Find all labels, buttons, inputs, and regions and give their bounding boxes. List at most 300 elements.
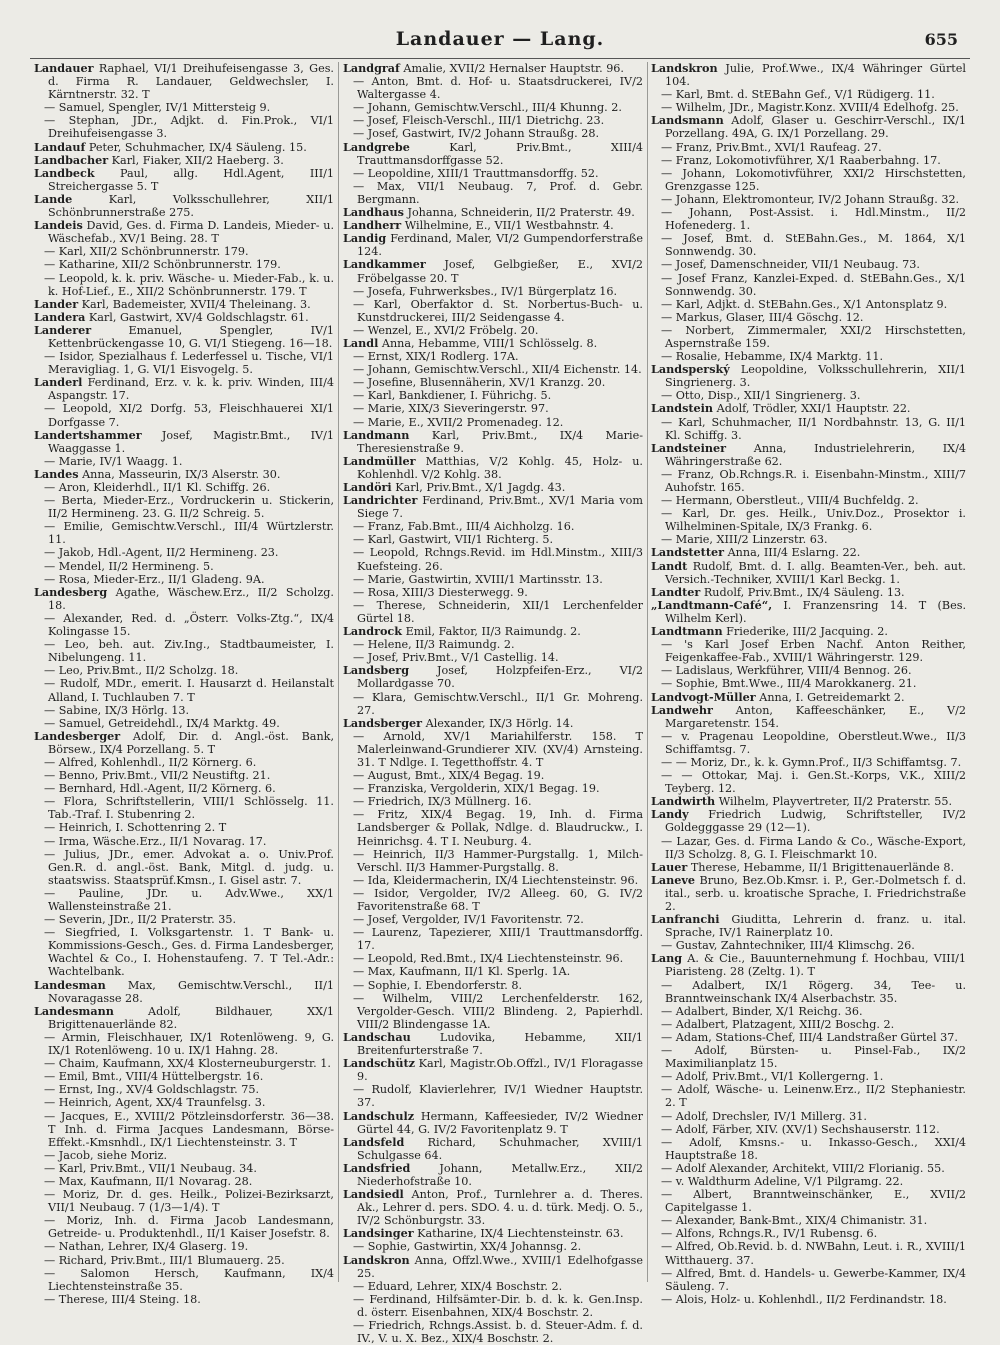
- entry-text: — Johann, Gemischtw.Verschl., XII/4 Eichenstr. 14.: [353, 363, 642, 377]
- directory-entry: [343, 1254, 643, 1280]
- entry-text: — Marie, E., XVII/2 Promenadeg. 12.: [353, 415, 564, 429]
- entry-text: — Jacob, siehe Moriz.: [44, 1148, 168, 1162]
- directory-entry: [34, 664, 334, 677]
- entry-text: — Alfred, Bmt. d. Handels- u. Gewerbe-Kammer, IX/4 Säuleng. 7.: [661, 1266, 966, 1293]
- entry-text: — Max, Kaufmann, II/1 Kl. Sperlg. 1A.: [353, 965, 571, 979]
- entry-text: — Josef, Gastwirt, IV/2 Johann Straußg. 28.: [353, 127, 600, 141]
- entry-surname: Landrichter: [343, 493, 418, 508]
- directory-entry: [651, 1136, 966, 1162]
- directory-entry: [651, 913, 966, 939]
- entry-surname: Lang: [651, 951, 683, 966]
- entry-text: — Leopold, XI/2 Dorfg. 53, Fleischhauerei XI/1 Dorfgasse 7.: [44, 402, 334, 429]
- entry-text: — Alois, Holz- u. Kohlenhdl., II/2 Ferdinandstr. 18.: [661, 1292, 947, 1306]
- directory-entry: [34, 979, 334, 1005]
- directory-entry: [34, 586, 334, 612]
- entry-text: Rudolf, Bmt. d. I. allg. Beamten-Ver., beh. aut. Versich.-Techniker, XVIII/1 Karl Beckg. 1.: [665, 559, 966, 586]
- directory-entry: [343, 324, 643, 337]
- entry-text: Adolf, Trödler, XXI/1 Hauptstr. 22.: [716, 402, 911, 416]
- entry-text: — Albert, Branntweinschänker, E., XVII/2 Capitelgasse 1.: [661, 1188, 966, 1215]
- directory-entry: [651, 507, 966, 533]
- entry-surname: Landstein: [651, 401, 714, 416]
- directory-entry: [34, 258, 334, 271]
- entry-text: — Wilhelm, JDr., Magistr.Konz. XVIII/4 Edelhofg. 25.: [661, 101, 959, 115]
- entry-text: — Sophie, Gastwirtin, XX/4 Johannsg. 2.: [353, 1240, 582, 1254]
- directory-entry: [343, 691, 643, 717]
- entry-surname: Laneve: [651, 872, 695, 887]
- entry-text: — Adam, Stations-Chef, III/4 Landstraßer Gürtel 37.: [661, 1030, 958, 1044]
- directory-entry: [651, 861, 966, 874]
- directory-entry: [651, 1240, 966, 1266]
- directory-entry: [651, 272, 966, 298]
- entry-text: Ferdinand, Priv.Bmt., XV/1 Maria vom Siege 7.: [357, 494, 644, 521]
- entry-surname: Landsberger: [343, 715, 423, 730]
- directory-entry: [343, 1319, 643, 1345]
- entry-text: — Heinrich, I. Schottenring 2. T: [44, 821, 227, 835]
- directory-entry: [651, 939, 966, 952]
- directory-entry: [343, 1031, 643, 1057]
- entry-text: — Max, Kaufmann, II/1 Novarag. 28.: [44, 1174, 253, 1188]
- entry-text: Friederike, III/2 Jacquing. 2.: [726, 625, 888, 639]
- directory-entry: [651, 1123, 966, 1136]
- directory-entry: [34, 62, 334, 101]
- entry-surname: Landmüller: [343, 453, 416, 468]
- entry-text: Karl, Bademeister, XVII/4 Theleinang. 3.: [81, 297, 311, 311]
- entry-text: — Leopoldine, XIII/1 Trauttmansdorffg. 52.: [353, 166, 599, 180]
- entry-text: — Franz, Ob.Rchngs.R. i. Eisenbahn-Minstm., XIII/7 Auhofstr. 165.: [661, 467, 966, 494]
- directory-entry: [343, 101, 643, 114]
- directory-entry: [651, 468, 966, 494]
- directory-entry: [34, 1188, 334, 1214]
- entry-text: — Rudolf, MDr., emerit. I. Hausarzt d. Heilanstalt Alland, I. Tuchlauben 7. T: [44, 677, 334, 704]
- entry-text: Anna, Masseurin, IX/3 Alserstr. 30.: [82, 467, 281, 481]
- directory-entry: [651, 193, 966, 206]
- entry-text: — Karl, XII/2 Schönbrunnerstr. 179.: [44, 245, 249, 259]
- entry-text: — Josef, Priv.Bmt., V/1 Castellig. 14.: [353, 651, 559, 665]
- entry-surname: Landwehr: [651, 702, 713, 717]
- entry-text: A. & Cie., Bauunternehmung f. Hochbau, VIII/1 Piaristeng. 28 (Zeltg. 1). T: [665, 952, 966, 979]
- directory-entry: [651, 232, 966, 258]
- entry-surname: Landsteiner: [651, 440, 727, 455]
- entry-text: Josef, Gelbgießer, E., XVI/2 Fröbelgasse 20. T: [357, 258, 643, 285]
- entry-text: — Sabine, IX/3 Hörlg. 13.: [44, 703, 190, 717]
- entry-text: Amalie, XVII/2 Hernalser Hauptstr. 96.: [403, 62, 624, 75]
- directory-entry: [34, 1162, 334, 1175]
- directory-entry: [651, 638, 966, 664]
- entry-text: Ludovika, Hebamme, XII/1 Breitenfurterstraße 7.: [357, 1030, 643, 1058]
- directory-entry: [343, 965, 643, 978]
- entry-text: — — Ottokar, Maj. i. Gen.St.-Korps, V.K., XIII/2 Teyberg. 12.: [661, 769, 966, 796]
- directory-entry: [343, 1136, 643, 1162]
- entry-surname: Landerer: [34, 322, 92, 337]
- entry-text: — Alfred, Kohlenhdl., II/2 Körnerg. 6.: [44, 755, 257, 769]
- directory-entry: [343, 625, 643, 638]
- entry-text: — Adalbert, Platzagent, XIII/2 Boschg. 2.: [661, 1017, 895, 1031]
- entry-text: Giuditta, Lehrerin d. franz. u. ital. Sprache, IV/1 Rainerplatz 10.: [665, 913, 966, 940]
- entry-text: — Wenzel, E., XVI/2 Fröbelg. 20.: [353, 323, 539, 337]
- entry-surname: Landsfried: [343, 1160, 411, 1175]
- directory-entry: [651, 808, 966, 834]
- entry-text: — Leo, Priv.Bmt., II/2 Scholzg. 18.: [44, 664, 239, 678]
- entry-text: — Ernst, XIX/1 Rodlerg. 17A.: [353, 350, 519, 364]
- directory-entry: [651, 730, 966, 756]
- entry-text: — v. Waldthurm Adeline, V/1 Pilgramg. 22.: [661, 1174, 904, 1188]
- directory-entry: [651, 363, 966, 389]
- directory-entry: [343, 376, 643, 389]
- directory-entry: [651, 874, 966, 913]
- entry-text: — Franz, Priv.Bmt., XVI/1 Raufeag. 27.: [661, 140, 882, 154]
- entry-surname: Landschau: [343, 1029, 411, 1044]
- entry-text: Anton, Prof., Turnlehrer a. d. Theres. Ak., Lehrer d. pers. SDO. 4. u. d. türk. Medj. O. 5., IV/2 Schönburgstr. 33.: [357, 1188, 643, 1228]
- entry-text: Ferdinand, Erz. v. k. k. priv. Winden, III/4 Aspangstr. 17.: [48, 376, 334, 403]
- directory-entry: [651, 599, 966, 625]
- entry-text: — Karl, Oberfaktor d. St. Norbertus-Buch- u. Kunstdruckerei, III/2 Seidengasse 4.: [353, 297, 643, 324]
- entry-text: — Josef, Vergolder, IV/1 Favoritenstr. 72.: [353, 913, 584, 927]
- directory-entry: [34, 167, 334, 193]
- entry-text: — Ernst, Ing., XV/4 Goldschlagstr. 75.: [44, 1083, 260, 1097]
- entry-text: — Flora, Schriftstellerin, VIII/1 Schlösselg. 11. Tab.-Traf. I. Stubenring 2.: [44, 795, 334, 822]
- entry-text: — Hermann, Oberstleut., VIII/4 Buchfeldg. 2.: [661, 494, 919, 508]
- directory-entry: [343, 219, 643, 232]
- entry-text: Anna, Industrielehrerin, IX/4 Währingerstraße 62.: [665, 441, 966, 468]
- entry-surname: Landl: [343, 335, 379, 350]
- directory-entry: [651, 324, 966, 350]
- entry-text: — Karl, Gastwirt, VII/1 Richterg. 5.: [353, 533, 554, 547]
- entry-surname: Landeis: [34, 218, 83, 233]
- directory-entry: [651, 141, 966, 154]
- entry-surname: Landskron: [343, 1252, 410, 1267]
- entry-text: — Josef Franz, Kanzlei-Exped. d. StEBahn.Ges., X/1 Sonnwendg. 30.: [661, 271, 966, 298]
- entry-text: Anna, III/4 Eslarng. 22.: [727, 546, 861, 560]
- entry-text: Wilhelmine, E., VII/1 Westbahnstr. 4.: [404, 219, 614, 233]
- entry-text: Raphael, VI/1 Dreihufeisengasse 3, Ges. d. Firma R. Landauer, Geldwechsler, I. Kärntnerstr. 32. T: [48, 62, 334, 102]
- directory-entry: [34, 795, 334, 821]
- entry-text: — Julius, JDr., emer. Advokat a. o. Univ.Prof. Gen.R. d. angl.-öst. Bank, Mitgl. d. judg. u. staatswiss. Staatsprüf.Kmsn., I. Gisel astr. 7.: [44, 847, 334, 887]
- entry-text: Johann, Metallw.Erz., XII/2 Niederhofstraße 10.: [357, 1161, 643, 1188]
- page-header: [0, 28, 1000, 56]
- directory-entry: [343, 62, 643, 75]
- directory-entry: [343, 350, 643, 363]
- entry-text: — Mendel, II/2 Hermineng. 5.: [44, 559, 214, 573]
- directory-entry: [343, 337, 643, 350]
- directory-entry: [343, 848, 643, 874]
- entry-text: — Adolf, Drechsler, IV/1 Millerg. 31.: [661, 1109, 867, 1123]
- entry-text: — Marie, XIX/3 Sieveringerstr. 97.: [353, 402, 549, 416]
- entry-text: I. Franzensring 14. T (Bes. Wilhelm Kerl).: [665, 598, 967, 625]
- entry-text: Ferdinand, Maler, VI/2 Gumpendorferstraße 124.: [357, 232, 643, 259]
- directory-entry: [651, 1175, 966, 1188]
- entry-text: — Sophie, I. Ebendorferstr. 8.: [353, 978, 523, 992]
- entry-surname: Landerl: [34, 375, 83, 390]
- directory-entry: [343, 1188, 643, 1227]
- entry-surname: Lanfranchi: [651, 912, 720, 927]
- entry-text: — Alexander, Red. d. „Österr. Volks-Ztg.“, IX/4 Kolingasse 15.: [44, 611, 334, 639]
- entry-text: — Markus, Glaser, III/4 Göschg. 12.: [661, 310, 864, 324]
- column-divider: [338, 62, 339, 1282]
- entry-text: — Katharine, XII/2 Schönbrunnerstr. 179.: [44, 258, 281, 272]
- entry-text: — Pauline, JDr. u. Adv.Wwe., XX/1 Wallensteinstraße 21.: [44, 886, 334, 913]
- entry-surname: Lande: [34, 191, 73, 206]
- entry-text: — Alexander, Bank-Bmt., XIX/4 Chimanistr. 31.: [661, 1214, 928, 1228]
- entry-text: — Rosa, XIII/3 Diesterwegg. 9.: [353, 585, 528, 599]
- entry-text: — Heinrich, Agent, XX/4 Traunfelsg. 3.: [44, 1096, 266, 1110]
- entry-text: — Josefine, Blusennäherin, XV/1 Kranzg. 20.: [353, 376, 606, 390]
- directory-entry: [343, 769, 643, 782]
- directory-entry: [343, 1162, 643, 1188]
- entry-text: — Bernhard, Hdl.-Agent, II/2 Körnerg. 6.: [44, 782, 276, 796]
- entry-text: — Siegfried, I. Volksgartenstr. 1. T Bank- u. Kommissions-Gesch., Ges. d. Firma Landesberger, Wachtel & Co., I. Hohenstaufeng. 7. T Tel.-Adr.: Wachtelbank.: [44, 926, 334, 979]
- directory-entry: [34, 821, 334, 834]
- entry-text: Anna, Hebamme, VIII/1 Schlösselg. 8.: [381, 336, 598, 350]
- directory-entry: [34, 782, 334, 795]
- directory-entry: [651, 769, 966, 795]
- directory-entry: [651, 704, 966, 730]
- entry-text: — Adolf, Wäsche- u. Leinenw.Erz., II/2 Stephaniestr. 2. T: [661, 1083, 966, 1110]
- directory-entry: [343, 926, 643, 952]
- directory-entry: [343, 586, 643, 599]
- directory-entry: [651, 1188, 966, 1214]
- directory-entry: [34, 848, 334, 887]
- directory-entry: [34, 756, 334, 769]
- directory-entry: [343, 167, 643, 180]
- directory-entry: [651, 1044, 966, 1070]
- entry-text: — Nathan, Lehrer, IX/4 Glaserg. 19.: [44, 1240, 249, 1254]
- directory-entry: [34, 1293, 334, 1306]
- directory-entry: [343, 992, 643, 1031]
- directory-entry: [651, 1070, 966, 1083]
- entry-text: — Marie, Gastwirtin, XVIII/1 Martinsstr. 13.: [353, 572, 603, 586]
- directory-entry: [343, 913, 643, 926]
- entry-text: — Leopold, k. k. priv. Wäsche- u. Mieder-Fab., k. u. k. Hof-Lief., E., XII/2 Schönbrunnerstr. 179. T: [44, 271, 334, 298]
- entry-surname: Lauer: [651, 859, 688, 874]
- entry-text: Agathe, Wäschew.Erz., II/2 Scholzg. 18.: [48, 585, 334, 612]
- directory-entry: [34, 272, 334, 298]
- directory-entry: [651, 664, 966, 677]
- entry-text: — Rudolf, Klavierlehrer, IV/1 Wiedner Hauptstr. 37.: [353, 1083, 643, 1110]
- directory-entry: [34, 913, 334, 926]
- directory-entry: [34, 455, 334, 468]
- directory-entry: [651, 835, 966, 861]
- entry-text: Max, Gemischtw.Verschl., II/1 Novaragasse 28.: [48, 978, 334, 1005]
- entry-surname: Landsmann: [651, 113, 724, 128]
- entry-text: — Rosa, Mieder-Erz., II/1 Gladeng. 9A.: [44, 572, 265, 586]
- entry-text: — Adolf, Färber, XIV. (XV/1) Sechshauserstr. 112.: [661, 1122, 940, 1136]
- entry-surname: Landtmann: [651, 624, 723, 639]
- directory-entry: [343, 232, 643, 258]
- entry-text: — Armin, Fleischhauer, IX/1 Rotenlöweng. 9, G. IX/1 Rotenlöweng. 10 u. IX/1 Hahng. 28.: [44, 1030, 334, 1058]
- entry-text: — Salomon Hersch, Kaufmann, IX/4 Liechtensteinstraße 35.: [44, 1266, 334, 1293]
- entry-text: — Norbert, Zimmermaler, XXI/2 Hirschstetten, Aspernstraße 159.: [661, 323, 966, 350]
- entry-text: — Johann, Lokomotivführer, XXI/2 Hirschstetten, Grenzgasse 125.: [661, 166, 966, 193]
- directory-entry: [343, 808, 643, 847]
- entry-surname: Landvogt-Müller: [651, 689, 756, 704]
- column-2: [343, 62, 643, 1345]
- entry-text: — Wilhelm, VIII/2 Lerchenfelderstr. 162, Vergolder-Gesch. VIII/2 Blindeng. 2, Papierhdl. VIII/2 Blindengasse 1A.: [353, 991, 643, 1031]
- directory-entry: [343, 520, 643, 533]
- directory-entry: [651, 1005, 966, 1018]
- entry-surname: Landertshammer: [34, 427, 142, 442]
- entry-text: Karl, Priv.Bmt., IX/4 Marie-Theresienstraße 9.: [357, 428, 644, 455]
- entry-text: — Therese, Schneiderin, XII/1 Lerchenfelder Gürtel 18.: [353, 598, 643, 625]
- directory-entry: [34, 1096, 334, 1109]
- entry-text: — Josef, Fleisch-Verschl., III/1 Dietrichg. 23.: [353, 114, 605, 128]
- entry-surname: Landbacher: [34, 152, 109, 167]
- page-number: 655: [924, 30, 958, 49]
- entry-text: — Franz, Fab.Bmt., III/4 Aichholzg. 16.: [353, 520, 575, 534]
- directory-entry: [34, 677, 334, 703]
- entry-text: — Moriz, Dr. d. ges. Heilk., Polizei-Bezirksarzt, VII/1 Neubaug. 7 (1/3—1/4). T: [44, 1188, 334, 1215]
- directory-entry: [651, 1031, 966, 1044]
- entry-surname: Landesman: [34, 977, 106, 992]
- directory-entry: [34, 193, 334, 219]
- directory-entry: [34, 468, 334, 481]
- directory-entry: [34, 835, 334, 848]
- entry-text: Josef, Holzpfeifen-Erz., VI/2 Mollardgasse 70.: [357, 664, 643, 691]
- entry-text: — Rosalie, Hebamme, IX/4 Marktg. 11.: [661, 350, 884, 364]
- entry-text: — Otto, Disp., XII/1 Singrienerg. 3.: [661, 389, 861, 403]
- directory-entry: [34, 350, 334, 376]
- entry-text: — Karl, Schuhmacher, II/1 Nordbahnstr. 13, G. II/1 Kl. Schiffg. 3.: [661, 415, 966, 442]
- directory-entry: [343, 664, 643, 690]
- entry-text: Adolf, Glaser u. Geschirr-Verschl., IX/1 Porzellang. 49A, G. IX/1 Porzellang. 29.: [665, 114, 966, 141]
- directory-entry: [343, 1083, 643, 1109]
- entry-text: — Alfred, Ob.Revid. b. d. NWBahn, Leut. i. R., XVIII/1 Witthauerg. 37.: [661, 1240, 966, 1267]
- directory-entry: [343, 402, 643, 415]
- entry-surname: Landskron: [651, 61, 718, 75]
- entry-text: — Josefa, Fuhrwerksbes., IV/1 Bürgerplatz 16.: [353, 284, 618, 298]
- entry-text: — Karl, Bmt. d. StEBahn Gef., V/1 Rüdigerg. 11.: [661, 88, 935, 102]
- directory-entry: [34, 1083, 334, 1096]
- directory-entry: [651, 1110, 966, 1123]
- entry-text: — v. Pragenau Leopoldine, Oberstleut.Wwe., II/3 Schiffamtsg. 7.: [661, 729, 966, 756]
- column-divider: [647, 62, 648, 1282]
- directory-entry: [343, 494, 643, 520]
- directory-entry: [34, 324, 334, 350]
- entry-text: — Josef, Bmt. d. StEBahn.Ges., M. 1864, X/1 Sonnwendg. 30.: [661, 232, 966, 259]
- entry-text: Adolf, Bildhauer, XX/1 Brigittenauerlände 82.: [48, 1004, 334, 1031]
- entry-text: Rudolf, Priv.Bmt., IX/4 Säuleng. 13.: [703, 585, 905, 599]
- directory-entry: [651, 979, 966, 1005]
- entry-text: — Samuel, Spengler, IV/1 Mittersteig 9.: [44, 101, 271, 115]
- directory-entry: [343, 887, 643, 913]
- entry-text: — Richard, Priv.Bmt., III/1 Blumauerg. 25.: [44, 1253, 285, 1267]
- directory-entry: [34, 638, 334, 664]
- entry-surname: Landsberg: [343, 663, 410, 678]
- entry-surname: Landes: [34, 466, 79, 481]
- entry-text: — Leopold, Red.Bmt., IX/4 Liechtensteinstr. 96.: [353, 952, 624, 966]
- entry-text: — Adalbert, IX/1 Rögerg. 34, Tee- u. Branntweinschank IX/4 Alserbachstr. 35.: [661, 978, 966, 1005]
- entry-text: Karl, Fiaker, XII/2 Haeberg. 3.: [111, 153, 284, 167]
- directory-entry: [34, 1175, 334, 1188]
- directory-entry: [343, 363, 643, 376]
- entry-surname: Landrock: [343, 624, 402, 639]
- directory-entry: [343, 1280, 643, 1293]
- entry-text: — Stephan, JDr., Adjkt. d. Fin.Prok., VI/1 Dreihufeisengasse 3.: [44, 114, 334, 141]
- directory-entry: [343, 75, 643, 101]
- directory-entry: [343, 258, 643, 284]
- entry-text: Katharine, IX/4 Liechtensteinstr. 63.: [417, 1227, 624, 1241]
- entry-surname: Landsinger: [343, 1226, 414, 1241]
- directory-entry: [651, 1267, 966, 1293]
- entry-text: Emil, Faktor, II/3 Raimundg. 2.: [405, 625, 581, 639]
- entry-text: Karl, Priv.Bmt., X/1 Jagdg. 43.: [395, 481, 566, 494]
- entry-text: — Max, VII/1 Neubaug. 7, Prof. d. Gebr. Bergmann.: [353, 179, 643, 206]
- directory-entry: [651, 114, 966, 140]
- entry-text: — Benno, Priv.Bmt., VII/2 Neustiftg. 21.: [44, 769, 271, 783]
- directory-entry: [34, 1267, 334, 1293]
- entry-text: — Eduard, Lehrer, XIX/4 Boschstr. 2.: [353, 1279, 563, 1293]
- entry-text: — Helene, II/3 Raimundg. 2.: [353, 638, 515, 652]
- directory-entry: [34, 219, 334, 245]
- entry-text: — Franz, Lokomotivführer, X/1 Raaberbahng. 17.: [661, 153, 941, 167]
- entry-text: — Leo, beh. aut. Ziv.Ing., Stadtbaumeister, I. Nibelungeng. 11.: [44, 638, 334, 665]
- entry-text: — Karl, Bankdiener, I. Führichg. 5.: [353, 389, 552, 403]
- directory-entry: [343, 114, 643, 127]
- directory-entry: [651, 311, 966, 324]
- entry-text: — Irma, Wäsche.Erz., II/1 Novarag. 17.: [44, 834, 267, 848]
- entry-text: — Jacques, E., XVIII/2 Pötzleinsdorferstr. 36—38. T Inh. d. Firma Jacques Landesmann, Börse-Effekt.-Kmsnhdl., IX/1 Liechtensteinstr. 3. T: [44, 1109, 334, 1149]
- entry-text: — Anton, Bmt. d. Hof- u. Staatsdruckerei, IV/2 Waltergasse 4.: [353, 75, 643, 102]
- directory-entry: [651, 416, 966, 442]
- directory-entry: [343, 298, 643, 324]
- directory-entry: [34, 481, 334, 494]
- entry-text: — Arnold, XV/1 Mariahilferstr. 158. T Malerleinwand-Grundierer XIV. (XV/4) Arnsteing. 31. T Ndlge. I. Tegetthoffstr. 4. T: [353, 729, 643, 769]
- directory-entry: [34, 730, 334, 756]
- entry-text: Richard, Schuhmacher, XVIII/1 Schulgasse 64.: [357, 1135, 643, 1162]
- directory-entry: [343, 979, 643, 992]
- entry-text: — Therese, III/4 Steing. 18.: [44, 1292, 201, 1306]
- directory-entry: [343, 874, 643, 887]
- directory-entry: [34, 1031, 334, 1057]
- directory-entry: [34, 769, 334, 782]
- entry-text: — Adolf, Bürsten- u. Pinsel-Fab., IX/2 Maximilianplatz 15.: [661, 1044, 966, 1071]
- directory-entry: [343, 952, 643, 965]
- directory-entry: [34, 429, 334, 455]
- entry-text: — Friedrich, Rchngs.Assist. b. d. Steuer-Adm. f. d. IV., V. u. X. Bez., XIX/4 Boschstr. 2.: [353, 1319, 643, 1345]
- directory-entry: [34, 1110, 334, 1149]
- entry-surname: Landauer: [34, 61, 94, 75]
- entry-text: — August, Bmt., XIX/4 Begag. 19.: [353, 769, 545, 783]
- directory-entry: [651, 167, 966, 193]
- entry-text: Julie, Prof.Wwe., IX/4 Währinger Gürtel 104.: [665, 62, 966, 89]
- directory-entry: [651, 62, 966, 88]
- entry-text: — Heinrich, II/3 Hammer-Purgstallg. 1, Milch-Verschl. II/3 Hammer-Purgstallg. 8.: [353, 847, 643, 874]
- directory-entry: [651, 88, 966, 101]
- entry-surname: Landter: [651, 584, 701, 599]
- directory-entry: [651, 546, 966, 559]
- entry-surname: Lander: [34, 296, 79, 311]
- directory-entry: [34, 494, 334, 520]
- entry-text: Anton, Kaffeeschänker, E., V/2 Margaretenstr. 154.: [665, 703, 966, 730]
- directory-entry: [34, 704, 334, 717]
- directory-entry: [651, 952, 966, 978]
- entry-surname: Landöri: [343, 480, 392, 494]
- entry-text: — Fritz, XIX/4 Begag. 19, Inh. d. Firma Landsberger & Pollak, Ndlge. d. Blaudruckw., I. Heinrichsg. 4. T I. Neuburg. 4.: [353, 808, 643, 848]
- entry-text: — Berta, Mieder-Erz., Vordruckerin u. Stickerin, II/2 Hermineng. 23. G. II/2 Schreig. 5.: [44, 494, 334, 521]
- entry-surname: Landesberg: [34, 584, 108, 599]
- entry-text: Wilhelm, Playvertreter, II/2 Praterstr. 55.: [718, 795, 953, 809]
- directory-entry: [651, 1227, 966, 1240]
- entry-text: — Chaim, Kaufmann, XX/4 Klosterneuburgerstr. 1.: [44, 1057, 331, 1071]
- entry-text: — Karl, Dr. ges. Heilk., Univ.Doz., Prosektor i. Wilhelminen-Spitale, IX/3 Frankg. 6.: [661, 507, 966, 534]
- entry-surname: Landy: [651, 807, 689, 822]
- directory-entry: [343, 285, 643, 298]
- page-title: Landauer — Lang.: [395, 28, 605, 50]
- directory-entry: [343, 1227, 643, 1240]
- directory-entry: [651, 795, 966, 808]
- entry-text: — Ladislaus, Werkführer, VIII/4 Bennog. 26.: [661, 664, 912, 678]
- directory-entry: [34, 1214, 334, 1240]
- entry-surname: Landkammer: [343, 257, 426, 272]
